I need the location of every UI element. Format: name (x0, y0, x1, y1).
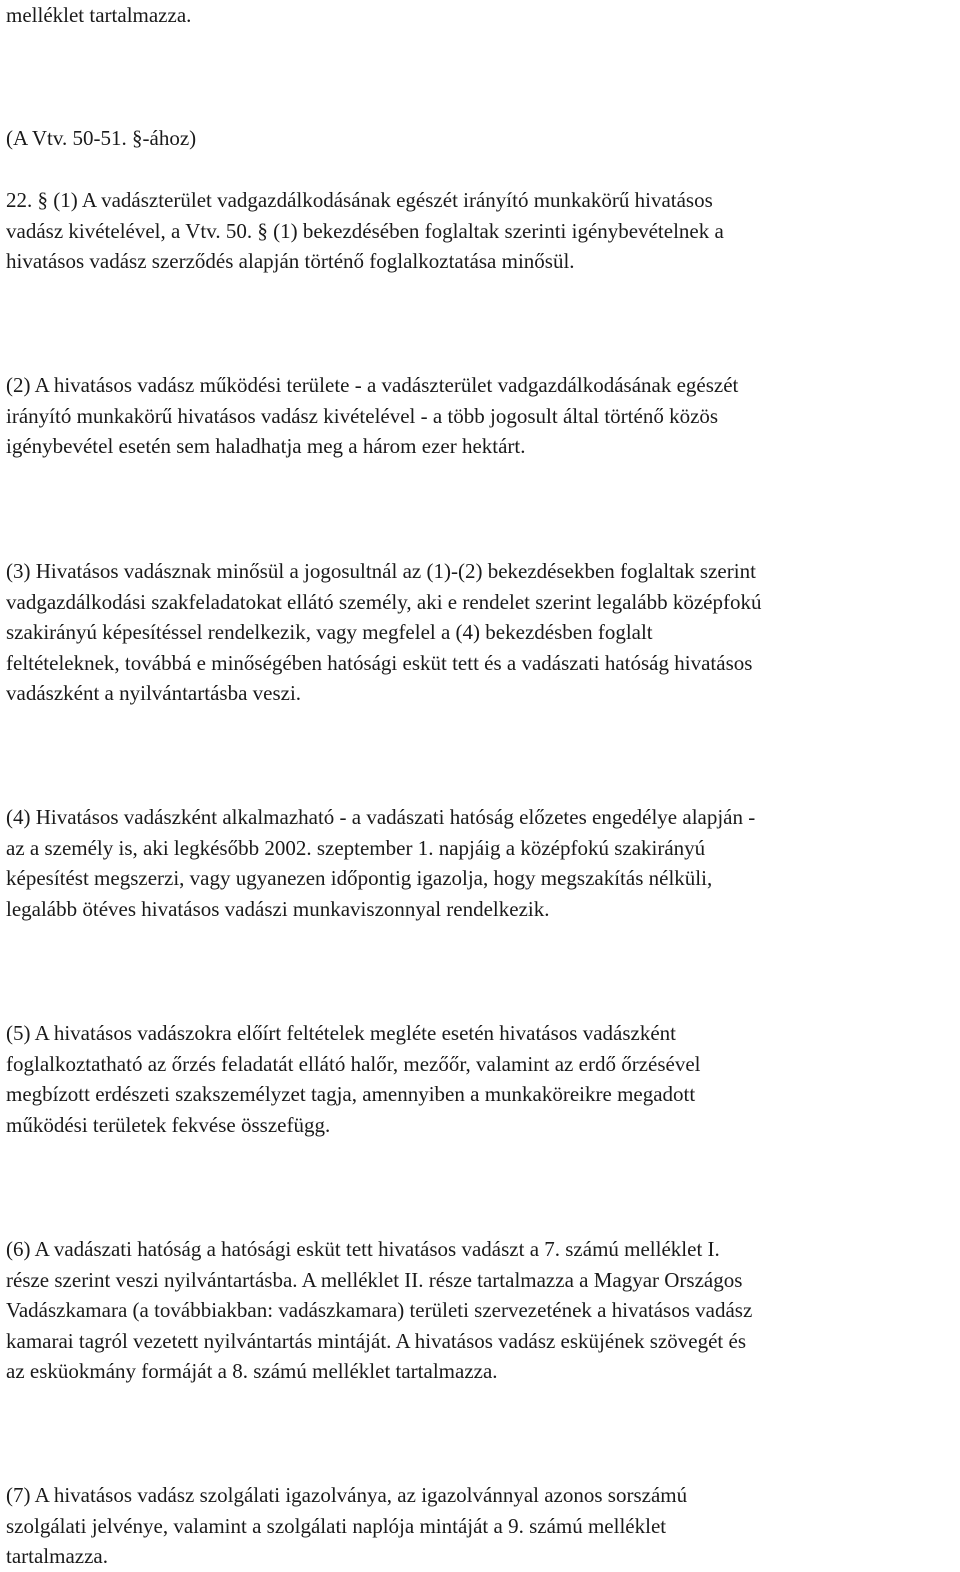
text-line: működési területek fekvése összefügg. (6, 1112, 331, 1137)
paragraph-3 (6, 556, 956, 709)
text-line: az a személy is, aki legkésőbb 2002. szeptember 1. napjáig a középfokú szakirányú (6, 835, 706, 860)
text-line: feltételeknek, továbbá e minőségében hatósági esküt tett és a vadászati hatóság hivatásos (6, 650, 753, 675)
text-line: (2) A hivatásos vadász működési területe - a vadászterület vadgazdálkodásának egészét (6, 373, 739, 397)
paragraph-2 (6, 370, 956, 462)
paragraph-6 (6, 1234, 956, 1387)
text-line: melléklet tartalmazza. (6, 3, 192, 27)
intro-text (6, 0, 956, 31)
text-line: vadászként a nyilvántartásba veszi. (6, 681, 302, 706)
text-line: (3) Hivatásos vadásznak minősül a jogosultnál az (1)-(2) bekezdésekben foglaltak szerint (6, 559, 756, 583)
text-line: képesítést megszerzi, vagy ugyanezen időpontig igazolja, hogy megszakítás nélküli, (6, 866, 713, 891)
text-line: tartalmazza. (6, 1544, 109, 1569)
text-line: Vadászkamara (a továbbiakban: vadászkamara) területi szervezetének a hivatásos vadász (6, 1298, 753, 1323)
paragraph-7 (6, 1480, 956, 1572)
text-line: vadgazdálkodási szakfeladatokat ellátó személy, aki e rendelet szerint legalább középfokú (6, 589, 762, 614)
paragraph-4 (6, 802, 956, 924)
text-line: vadász kivételével, a Vtv. 50. § (1) bekezdésében foglaltak szerinti igénybevételnek a (6, 218, 724, 243)
heading-line: (A Vtv. 50-51. §-ához) (6, 126, 197, 150)
paragraph-1 (6, 185, 956, 277)
paragraph-5 (6, 1018, 956, 1140)
text-line: szakirányú képesítéssel rendelkezik, vagy megfelel a (4) bekezdésben foglalt (6, 620, 653, 645)
text-line: foglalkoztatható az őrzés feladatát ellátó halőr, mezőőr, valamint az erdő őrzésével (6, 1051, 701, 1076)
text-line: hivatásos vadász szerződés alapján történő foglalkoztatása minősül. (6, 249, 575, 274)
text-line: az esküokmány formáját a 8. számú melléklet tartalmazza. (6, 1359, 498, 1384)
text-line: (4) Hivatásos vadászként alkalmazható - a vadászati hatóság előzetes engedélye alapján - (6, 805, 756, 829)
text-line: legalább ötéves hivatásos vadászi munkaviszonnyal rendelkezik. (6, 896, 550, 921)
text-line: kamarai tagról vezetett nyilvántartás mintáját. A hivatásos vadász esküjének szövegét és (6, 1328, 746, 1353)
text-line: (7) A hivatásos vadász szolgálati igazolványa, az igazolvánnyal azonos sorszámú (6, 1483, 688, 1507)
text-line: (6) A vadászati hatóság a hatósági esküt tett hivatásos vadászt a 7. számú melléklet I. (6, 1237, 720, 1261)
text-line: igénybevétel esetén sem haladhatja meg a három ezer hektárt. (6, 434, 526, 459)
text-line: (5) A hivatásos vadászokra előírt feltételek megléte esetén hivatásos vadászként (6, 1021, 677, 1045)
text-line: szolgálati jelvénye, valamint a szolgálati naplója mintáját a 9. számú melléklet (6, 1513, 667, 1538)
text-line: megbízott erdészeti szakszemélyzet tagja, amennyiben a munkaköreikre megadott (6, 1082, 696, 1107)
section-heading (6, 123, 956, 154)
text-line: irányító munkakörű hivatásos vadász kivételével - a több jogosult által történő közös (6, 403, 719, 428)
text-line: 22. § (1) A vadászterület vadgazdálkodásának egészét irányító munkakörű hivatásos (6, 188, 713, 212)
text-line: része szerint veszi nyilvántartásba. A melléklet II. része tartalmazza a Magyar Országos (6, 1267, 743, 1292)
